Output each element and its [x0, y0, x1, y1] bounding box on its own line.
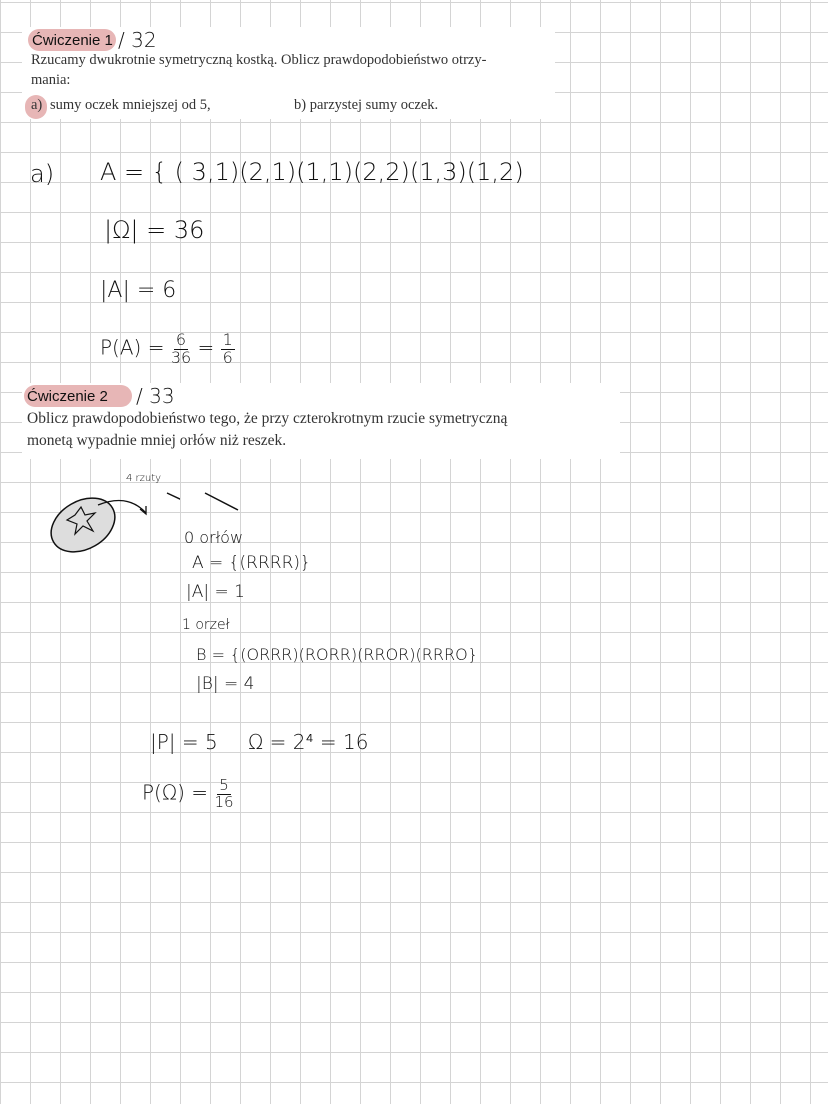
omega-card: |Ω| = 36 — [104, 216, 205, 244]
numerator: 5 — [219, 776, 229, 794]
zero-heads: 0 orłów — [184, 528, 244, 547]
exercise-1-title: Ćwiczenie 1 — [32, 32, 113, 49]
probability-a — [100, 332, 235, 366]
option-a-label: a) — [31, 97, 43, 113]
exercise-2-number: / 33 — [136, 384, 175, 408]
set-a: A = { ( 3,1)(2,1)(1,1)(2,2)(1,3)(1,2) — [100, 158, 524, 186]
coin-drawing — [40, 485, 180, 565]
card-p: |P| = 5 — [150, 730, 218, 754]
set-b: B = {(ORRR)(RORR)(RROR)(RRRO} — [196, 645, 478, 664]
denominator: 6 — [222, 348, 233, 367]
exercise-1-number: / 32 — [118, 28, 157, 52]
throws-note: 4 rzuty — [126, 473, 162, 484]
equals: = — [197, 335, 215, 360]
denominator: 36 — [170, 348, 192, 367]
p-prefix: P(A) = — [100, 335, 165, 360]
fraction — [214, 778, 233, 810]
omega-size: Ω = 2⁴ = 16 — [248, 730, 369, 754]
exercise-1-text-2: mania: — [31, 72, 71, 88]
solution-a-label: a) — [30, 160, 55, 188]
probability — [142, 778, 234, 810]
dash-mark — [200, 490, 245, 515]
numerator: 1 — [222, 330, 233, 349]
one-head: 1 orzeł — [182, 617, 230, 633]
exercise-2-title: Ćwiczenie 2 — [27, 388, 108, 405]
card-a: |A| = 6 — [100, 278, 177, 303]
numerator: 6 — [175, 330, 187, 349]
exercise-1-text: Rzucamy dwukrotnie symetryczną kostką. Oblicz prawdopodobieństwo otrzy- — [31, 52, 487, 68]
denominator: 16 — [214, 793, 234, 811]
card-a-coins: |A| = 1 — [186, 582, 245, 602]
set-a-coins: A = {(RRRR)} — [192, 553, 311, 573]
exercise-2-text: Oblicz prawdopodobieństwo tego, że przy czterokrotnym rzucie symetryczną — [27, 410, 508, 427]
fraction — [221, 332, 235, 366]
option-a: sumy oczek mniejszej od 5, — [50, 97, 211, 113]
fraction — [171, 332, 191, 366]
card-b: |B| = 4 — [196, 674, 255, 694]
option-b: b) parzystej sumy oczek. — [294, 97, 439, 113]
p-prefix: P(Ω) = — [142, 780, 209, 805]
exercise-2-text-2: monetą wypadnie mniej orłów niż reszek. — [27, 432, 287, 449]
